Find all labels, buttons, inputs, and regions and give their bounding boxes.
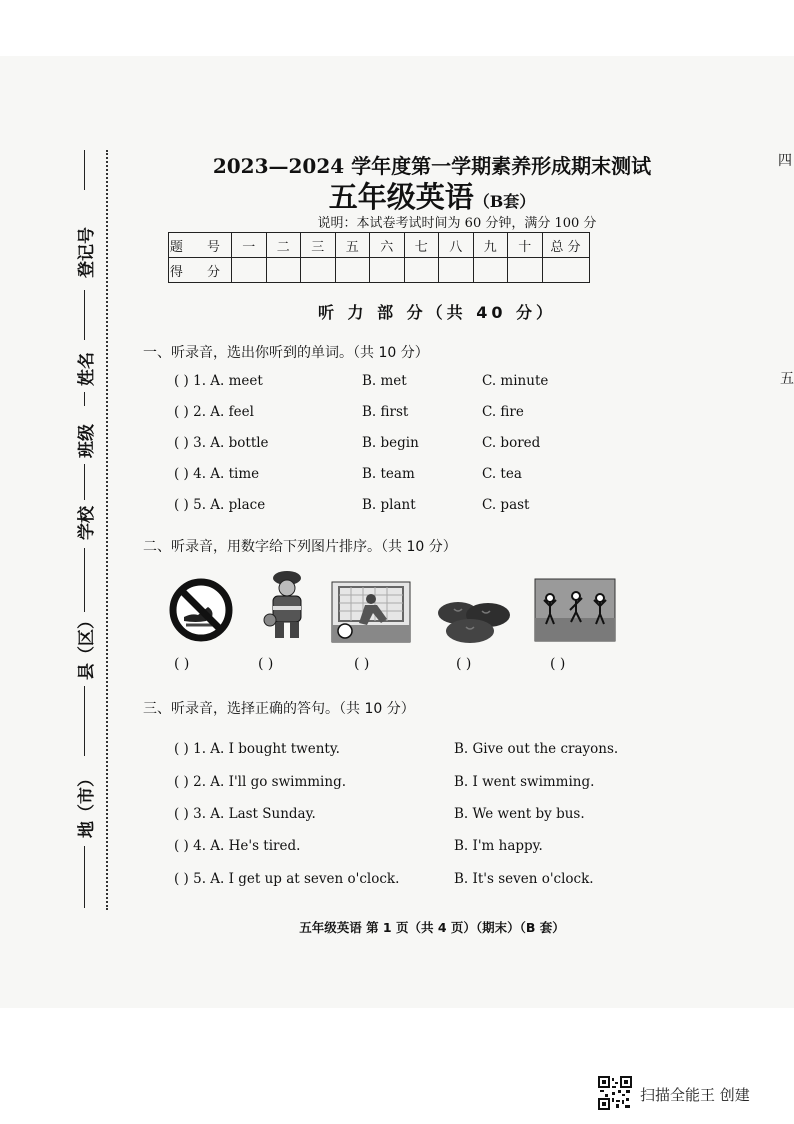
answer-option-a: ( ) 2. A. I'll go swimming.: [174, 774, 346, 790]
score-table-col: 十: [508, 233, 543, 258]
answer-option-b: B. I'm happy.: [454, 838, 543, 854]
score-table-col: 七: [404, 233, 439, 258]
answer-option-b: B. Give out the crayons.: [454, 741, 619, 757]
children-playing-icon: [534, 574, 616, 646]
question-option-c: C. fire: [482, 404, 524, 420]
question-option-b: B. plant: [362, 497, 416, 513]
side-rule: [84, 686, 85, 756]
order-blank[interactable]: ( ): [550, 656, 566, 672]
score-table-col: 八: [439, 233, 474, 258]
side-rule: [84, 392, 85, 406]
question-option-b: B. begin: [362, 435, 419, 451]
score-table-col: 五: [335, 233, 370, 258]
soccer-goalie-icon: [331, 576, 411, 648]
page-footer: 五年级英语 第 1 页（共 4 页）（期末）（B 套）: [299, 920, 565, 935]
question-option-a: ( ) 2. A. feel: [174, 404, 254, 420]
side-rule: [84, 548, 85, 612]
firefighter-icon: [262, 568, 312, 640]
order-blank[interactable]: ( ): [354, 656, 370, 672]
score-cell[interactable]: [439, 258, 474, 283]
edge-char: 五: [780, 371, 794, 387]
answer-option-b: B. I went swimming.: [454, 774, 595, 790]
exam-note: 说明：本试卷考试时间为 60 分钟，满分 100 分: [317, 216, 597, 231]
side-rule: [84, 464, 85, 500]
score-table-row-label: 题 号: [169, 233, 232, 258]
side-field-name: 姓名: [77, 352, 97, 386]
side-field-school: 学校: [77, 506, 97, 540]
picture-row: [166, 568, 626, 678]
exam-subtitle: [0, 175, 794, 216]
edge-char: 四: [778, 153, 792, 169]
question-option-b: B. met: [362, 373, 407, 389]
score-table-row-label: 得 分: [169, 258, 232, 283]
score-cell[interactable]: [232, 258, 267, 283]
bread-loaves-icon: [436, 584, 518, 656]
subtitle-suffix: （B套）: [473, 192, 536, 211]
question-option-a: ( ) 1. A. meet: [174, 373, 263, 389]
score-table-col: 一: [232, 233, 267, 258]
question-option-b: B. team: [362, 466, 415, 482]
side-field-city: 地（市）: [77, 770, 97, 838]
question-option-b: B. first: [362, 404, 409, 420]
score-cell[interactable]: [266, 258, 301, 283]
score-table-header-row: [169, 233, 590, 258]
order-blank[interactable]: ( ): [456, 656, 472, 672]
qr-code-icon: [598, 1076, 632, 1110]
question-option-c: C. past: [482, 497, 530, 513]
section-2-title: 二、听录音，用数字给下列图片排序。（共 10 分）: [143, 539, 457, 555]
listening-part-heading: 听 力 部 分（共 40 分）: [317, 303, 557, 322]
question-option-a: ( ) 3. A. bottle: [174, 435, 269, 451]
question-option-c: C. minute: [482, 373, 549, 389]
section-3-title: 三、听录音，选择正确的答句。（共 10 分）: [143, 701, 415, 717]
question-option-c: C. bored: [482, 435, 541, 451]
score-table-col: 三: [301, 233, 336, 258]
side-field-class: 班级: [77, 424, 97, 458]
side-rule: [84, 846, 85, 908]
watermark-text: 扫描全能王 创建: [640, 1086, 750, 1104]
answer-option-a: ( ) 4. A. He's tired.: [174, 838, 301, 854]
score-table-col: 九: [473, 233, 508, 258]
side-field-county: 县（区）: [77, 612, 97, 680]
question-option-a: ( ) 4. A. time: [174, 466, 260, 482]
score-cell[interactable]: [473, 258, 508, 283]
section-1-title: 一、听录音，选出你听到的单词。（共 10 分）: [143, 345, 429, 361]
answer-option-a: ( ) 1. A. I bought twenty.: [174, 741, 340, 757]
order-blank[interactable]: ( ): [258, 656, 274, 672]
score-cell[interactable]: [404, 258, 439, 283]
order-blank[interactable]: ( ): [174, 656, 190, 672]
score-table-col: 总 分: [542, 233, 589, 258]
score-table: [168, 232, 590, 283]
score-cell[interactable]: [335, 258, 370, 283]
score-cell[interactable]: [508, 258, 543, 283]
score-table-col: 六: [370, 233, 405, 258]
score-cell[interactable]: [301, 258, 336, 283]
answer-option-a: ( ) 5. A. I get up at seven o'clock.: [174, 871, 400, 887]
score-table-col: 二: [266, 233, 301, 258]
side-field-reg-no: 登记号: [77, 227, 97, 278]
answer-option-b: B. We went by bus.: [454, 806, 585, 822]
answer-option-a: ( ) 3. A. Last Sunday.: [174, 806, 316, 822]
binding-dotted-line: [106, 150, 108, 910]
subtitle-main: 五年级英语: [328, 180, 474, 214]
score-cell[interactable]: [370, 258, 405, 283]
question-option-c: C. tea: [482, 466, 522, 482]
question-option-a: ( ) 5. A. place: [174, 497, 266, 513]
exam-title: 2023—2024 学年度第一学期素养形成期末测试: [212, 154, 652, 178]
answer-option-b: B. It's seven o'clock.: [454, 871, 594, 887]
no-walking-sign-icon: [168, 574, 234, 646]
score-table-score-row: [169, 258, 590, 283]
score-cell[interactable]: [542, 258, 589, 283]
